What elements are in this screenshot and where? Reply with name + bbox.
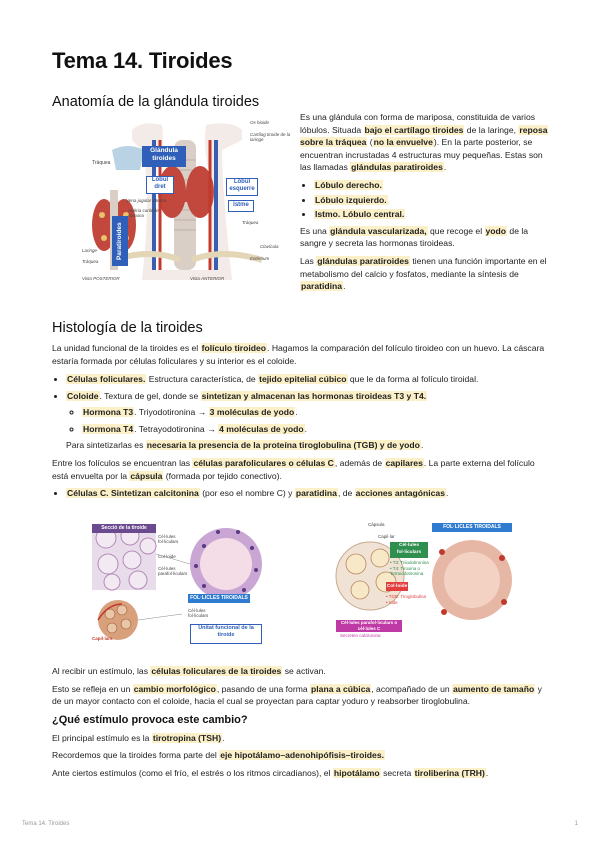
text-span: . Triyodotironina → [134, 407, 209, 418]
text-span: que le da forma al folículo tiroidal. [347, 374, 479, 385]
text-span: que recoge el [427, 225, 485, 236]
highlight: glándulas paratiroides [317, 255, 409, 266]
label-vena-jugular: Vena jugular interna [126, 198, 167, 203]
highlight: glándula vascularizada, [330, 225, 427, 236]
list-item [66, 487, 552, 500]
text-span: Estructura característica, de [146, 374, 259, 385]
text-span: , además de [334, 458, 385, 469]
highlight: Células C. Sintetizan calcitonina [67, 488, 199, 499]
highlight: bajo el cartílago tiroides [364, 124, 464, 135]
thyroid-anatomy-figure [82, 120, 294, 286]
list-item [66, 390, 552, 436]
highlight: Lóbulo izquierdo. [315, 194, 387, 205]
label-os-hioide: Os hioide [250, 120, 270, 125]
list-item [314, 208, 552, 221]
text-span: ( [367, 137, 373, 148]
highlight: Células foliculares. [67, 374, 146, 385]
list-item [314, 194, 552, 207]
label-traquea-2: Tràquea [242, 220, 259, 225]
label-lobul-esquerre: Lòbul esquerre [226, 178, 258, 196]
highlight: sintetizan y almacenan las hormonas tiroideas T3 y T4. [201, 390, 427, 401]
histology-paragraph-1 [52, 342, 552, 367]
list-item [314, 179, 552, 192]
label-traquea: Tràquea [92, 160, 111, 166]
text-span: . La parte externa del folículo está envuelta por la [52, 458, 535, 481]
highlight: Coloide [67, 390, 99, 401]
label-cel-foliculars-2: Cèl·lules fol·liculars [188, 608, 209, 618]
label-capillar: Capil·lar [378, 534, 395, 539]
label-cartilag: Cartílag tiroide de la laringe [250, 132, 291, 142]
text-span: Entre los folículos se encuentran las [52, 458, 193, 469]
highlight: glándulas paratiroides [351, 162, 443, 173]
text-span: . [443, 162, 447, 173]
text-span: secreta [380, 767, 414, 778]
footer-page-number: 1 [574, 821, 578, 827]
text-span: , pasando de una forma [216, 683, 311, 694]
label-lobul-dret: Lòbul dret [146, 176, 174, 194]
text-span: ). En la parte posterior, se encuentran incrustadas 4 estructuras muy pequeñas. Estas son las llamadas [300, 137, 543, 173]
text-span: tienen una función importante en el metabolismo del calcio y fosfatos, mediante la síntesis de [300, 255, 547, 279]
text-span: Esto se refleja en un [52, 683, 133, 694]
text-span: El principal estímulo es la [52, 732, 152, 743]
text-span: . Tetrayodotironina → [134, 423, 219, 434]
anatomy-paragraph-1 [300, 111, 552, 174]
label-capsula: Càpsula [368, 522, 385, 527]
text-span: y de un mayor contacto con el coloide, hacia el cual se proyectan para captar yoduro y reabsorber tiroglobulina. [52, 683, 542, 707]
page-title: Tema 14. Tiroides [52, 48, 233, 73]
label-cel-foliculars: Cèl·lules fol·liculars [158, 534, 179, 544]
label-calcitonina: Secreten calcitonina [340, 633, 381, 638]
highlight: Hormona T4 [83, 423, 134, 434]
highlight: 4 moléculas de yodo [219, 423, 304, 434]
highlight: tirotropina (TSH) [152, 732, 222, 743]
label-t3: • T3: Triiodotironina [390, 560, 429, 565]
label-cel-parafoliculars: Cèl·lules parafol·liculars [158, 566, 188, 576]
text-span: (formada por tejido conectivo). [163, 470, 282, 481]
label-unitat-funcional: Unitat funcional de la tiroide [190, 624, 262, 644]
text-span: , de [337, 488, 355, 499]
label-vista-posterior: Vista POSTERIOR [82, 276, 120, 281]
text-span: . [420, 439, 424, 450]
highlight: capilares [385, 458, 423, 469]
highlight: Hormona T3 [83, 407, 134, 418]
hormone-sublist [66, 406, 552, 435]
label-cel-foliculars-3: Cèl·lules fol·liculars [390, 542, 428, 558]
highlight: necesaria la presencia de la proteína tiroglobulina (TGB) y de yodo [146, 439, 420, 450]
c-cells-list [52, 487, 552, 500]
label-glandula-tiroides: Glándula tiroides [142, 146, 186, 167]
highlight: paratidina [301, 281, 343, 292]
highlight: paratidina [295, 488, 337, 499]
text-span: . [222, 732, 225, 743]
text-span: Recordemos que la tiroides forma parte del [52, 750, 220, 761]
label-folicles-tiroidals: FOL·LICLES TIROIDALS [188, 594, 250, 603]
list-item [82, 423, 552, 436]
highlight: acciones antagónicas [355, 488, 445, 499]
highlight: células parafoliculares o células C [193, 458, 334, 469]
text-span: Al recibir un estímulo, las [52, 666, 151, 676]
label-clavicula: Clavícula [260, 244, 279, 249]
highlight: no la envuelve [373, 137, 433, 148]
activation-paragraph-5 [52, 767, 552, 780]
label-capillars: Capil·lars [92, 636, 113, 641]
highlight: folículo tiroideo [201, 343, 267, 353]
section-heading-anatomia: Anatomía de la glándula tiroides [52, 94, 260, 110]
text-span: . [446, 488, 449, 499]
highlight: eje hipotálamo–adenohipófisis–tiroides. [220, 750, 384, 761]
text-span: . [485, 767, 489, 778]
anatomy-lobe-list [300, 179, 552, 221]
highlight: Istmo. Lóbulo central. [315, 209, 405, 220]
text-span: Ante ciertos estímulos (como el frío, el estrés o los ritmos circadianos), el [52, 767, 333, 778]
label-folicles-tiroidals-2: FOL·LICLES TIROIDALS [432, 523, 512, 532]
highlight: tiroliberina (TRH) [414, 767, 485, 778]
synthesis-paragraph [66, 439, 552, 452]
label-seccio-tiroide: Secció de la tiroide [92, 524, 156, 533]
text-span: . [343, 281, 346, 292]
highlight: 3 moléculas de yodo [209, 407, 295, 418]
anatomy-paragraph-3 [300, 255, 552, 293]
label-laringe: Laringe [82, 248, 98, 253]
text-span: , acompañado de un [371, 683, 453, 694]
text-span: (por eso el nombre C) y [199, 488, 295, 499]
text-span: Es una glándula con forma de mariposa, constituida de varios lóbulos. Situada [300, 112, 536, 135]
label-cel-parafoliculars-2: Cèl·lules parafol·liculars o cèl·lules C [336, 620, 402, 632]
highlight: yodo [485, 225, 507, 236]
label-vista-anterior: Vista ANTERIOR [190, 276, 225, 281]
label-arteria-carotide: Artèria caròtide comuna [128, 208, 159, 218]
thyroid-follicles-figure [334, 522, 516, 640]
highlight: plana a cúbica [311, 683, 371, 694]
histology-text [52, 342, 552, 502]
text-span: de la sangre y secreta las hormonas tiroideas. [300, 225, 529, 249]
stimulus-heading: ¿Qué estímulo provoca este cambio? [52, 713, 248, 726]
highlight: células foliculares de la tiroides [151, 666, 282, 676]
highlight: aumento de tamaño [453, 683, 535, 694]
text-span: . [295, 407, 298, 418]
section-heading-histologia: Histología de la tiroides [52, 320, 203, 336]
text-span: se activan. [282, 666, 326, 676]
text-span: de la laringe, [464, 124, 519, 135]
activation-text [52, 665, 552, 780]
text-span: . [304, 423, 307, 434]
activation-paragraph-2 [52, 683, 552, 708]
histology-paragraph-2 [52, 457, 552, 482]
label-traquea-3: Tràquea [82, 259, 99, 264]
text-span: . Textura de gel, donde se [99, 390, 201, 401]
label-coloide-2: Col·loide [386, 584, 408, 589]
label-paratiroides: Paratiroides [112, 216, 128, 266]
text-span: . Hagamos la comparación del folículo tiroideo con un huevo. La cáscara estaría formada por células foliculares y su interior es el coloide. [52, 343, 545, 366]
label-istme: Istme [228, 200, 254, 212]
anatomy-paragraph-2 [300, 225, 552, 250]
text-span: Para sintetizarlas es [66, 439, 146, 450]
label-t4: • T4: Tiroxina o Tetraiodotironina [390, 566, 424, 576]
highlight: cápsula [130, 470, 163, 481]
thyroid-section-figure [92, 524, 268, 644]
label-coloide: Col·loide [158, 554, 176, 559]
highlight: hipotálamo [333, 767, 380, 778]
footer-title: Tema 14. Tiroides [22, 821, 70, 827]
activation-paragraph-4 [52, 749, 552, 762]
activation-paragraph-3 [52, 732, 552, 745]
list-item [82, 406, 552, 419]
highlight: Lóbulo derecho. [315, 179, 382, 190]
label-iode: • Iode [386, 600, 398, 605]
text-span: La unidad funcional de la tiroides es el [52, 343, 201, 353]
text-span: Las [300, 255, 317, 266]
label-esternum: Estèrnum [250, 256, 270, 261]
anatomy-text [300, 111, 552, 293]
text-span: Es una [300, 225, 330, 236]
highlight: reposa sobre la tráquea [300, 124, 548, 148]
highlight: cambio morfológico [133, 683, 216, 694]
histology-list [52, 373, 552, 435]
activation-paragraph-1 [52, 665, 552, 678]
list-item [66, 373, 552, 386]
label-tgb: • TGB: Tiroglobulina [386, 594, 427, 599]
highlight: tejido epitelial cúbico [259, 374, 347, 385]
